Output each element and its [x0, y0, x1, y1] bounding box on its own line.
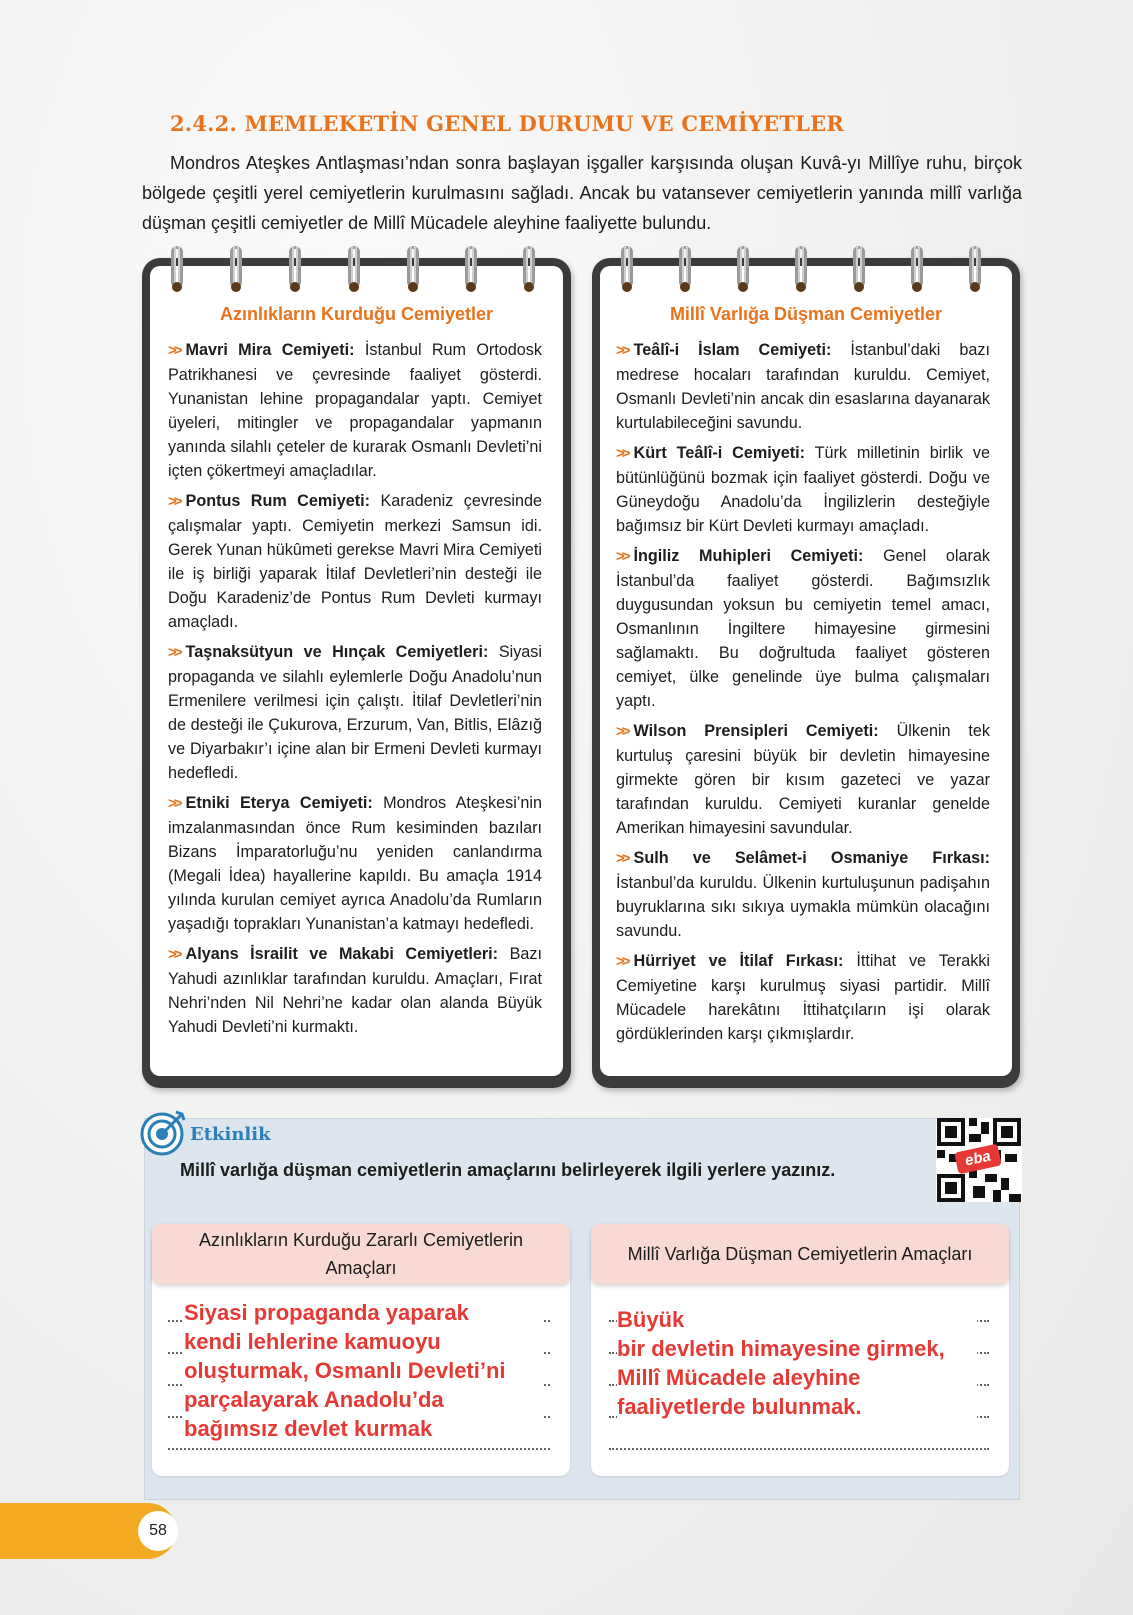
chevron-right-icon: >>: [616, 342, 628, 359]
chevron-right-icon: >>: [616, 953, 628, 970]
entry-text: Mondros Ateşkesi’nin imzalanmasından önce Rum kesiminden bazıları Bizans İmparatorluğu’nu yeniden canlandırma (Megali İdea) hayallerine kapıldı. Bu amaçla 1914 yılında kurulan cemiyet ayrıca Anadolu’da Rumların yaşadığı toprakları Yunanistan’a katmayı hedefledi.: [168, 794, 542, 933]
spiral-rings: [592, 246, 1020, 294]
activity-label: Etkinlik: [190, 1124, 271, 1145]
right-notebook: [592, 258, 1020, 1088]
ring-icon: [678, 246, 692, 292]
answer-line-text: parçalayarak Anadolu’da: [184, 1387, 444, 1412]
left-notebook-title: Azınlıkların Kurduğu Cemiyetler: [219, 304, 494, 324]
list-item: [616, 544, 990, 713]
entry-text: İstanbul Rum Ortodosk Patrikhanesi ve çevresinde faaliyet gösterdi. Yunanistan lehine propagandalar yaptı. Cemiyet üyeleri, mitingler ve propagandalar yapmanın yanında silahlı çeteler de kurarak Osmanlı Devleti’ni içten çökertmeyi amaçladılar.: [168, 341, 542, 480]
entry-text: İttihat ve Terakki Cemiyetine karşı kurulmuş siyasi partidir. Millî Mücadele harekâtını İttihatçıların işi olarak gördüklerinden karşı çıkmışlardır.: [616, 952, 990, 1043]
answer-line-text: bağımsız devlet kurmak: [184, 1416, 433, 1441]
ring-icon: [288, 246, 302, 292]
target-icon: [140, 1108, 188, 1156]
entry-name: Pontus Rum Cemiyeti:: [185, 492, 371, 510]
list-item: [616, 338, 990, 435]
list-item: [616, 719, 990, 840]
entry-name: Hürriyet ve İtilaf Fırkası:: [633, 952, 844, 970]
entry-name: Teâlî-i İslam Cemiyeti:: [633, 341, 832, 359]
entry-text: Karadeniz çevresinde çalışmalar yaptı. Cemiyetin merkezi Samsun idi. Gerek Yunan hükûmeti gerekse Mavri Mira Cemiyeti ile iş birliği yaparak İtilaf Devletleri’nin desteği ile Doğu Karadeniz’de Pontus Rum Devleti kurmayı amaçladı.: [168, 492, 543, 631]
answer-line-text: Millî Mücadele aleyhine: [617, 1365, 861, 1390]
entry-text: İstanbul’daki bazı medrese hocaları tarafından kuruldu. Cemiyet, Osmanlı Devleti’nin ancak din esaslarına dayanarak kurtulabileceğini savundu.: [616, 341, 990, 432]
intro-paragraph: Mondros Ateşkes Antlaşması’ndan sonra başlayan işgaller karşısında oluşan Kuvâ-yı Millîye ruhu, birçok bölgede çeşitli yerel cemiyetlerin kurulmasını sağladı. Ancak bu vatansever cemiyetlerin yanında millî varlığa düşman çeşitli cemiyetler de Millî Mücadele aleyhine faaliyette bulundu.: [142, 153, 1022, 233]
left-answer-text: [184, 1298, 544, 1443]
entry-name: Kürt Teâlî-i Cemiyeti:: [633, 444, 806, 462]
list-item: [616, 949, 990, 1046]
chevron-right-icon: >>: [616, 548, 628, 565]
right-answer-text: [617, 1305, 977, 1421]
left-notebook-content: [168, 338, 542, 1045]
chevron-right-icon: >>: [168, 644, 180, 661]
entry-name: Etniki Eterya Cemiyeti:: [185, 794, 373, 812]
ring-icon: [464, 246, 478, 292]
spiral-rings: [142, 246, 571, 294]
entry-name: Sulh ve Selâmet-i Osmaniye Fırkası:: [633, 849, 990, 867]
entry-name: Alyans İsrailit ve Makabi Cemiyetleri:: [185, 945, 499, 963]
list-item: [168, 942, 542, 1039]
right-card-heading-text: Millî Varlığa Düşman Cemiyetlerin Amaçları: [627, 1244, 973, 1264]
answer-line-text: oluşturmak, Osmanlı Devleti’ni: [184, 1358, 506, 1383]
chevron-right-icon: >>: [616, 850, 628, 867]
left-card-heading-text: Azınlıkların Kurduğu Zararlı Cemiyetlerin Amaçları: [198, 1230, 524, 1278]
entry-text: İstanbul’da kuruldu. Ülkenin kurtuluşunun padişahın buyruklarına sıkı sıkıya uymakla mümkün olacağını savundu.: [616, 874, 990, 940]
entry-text: Türk milletinin birlik ve bütünlüğünü bozmak için faaliyet gösterdi. Doğu ve Güneydoğu Anadolu’da İngilizlerin desteğiyle bağımsız bir Kürt Devleti kurmayı amaçladı.: [616, 444, 990, 535]
eba-badge: eba: [954, 1144, 1002, 1175]
ring-icon: [794, 246, 808, 292]
ring-icon: [620, 246, 634, 292]
activity-instruction: Millî varlığa düşman cemiyetlerin amaçlarını belirleyerek ilgili yerlere yazınız.: [180, 1160, 836, 1180]
entry-name: Taşnaksütyun ve Hınçak Cemiyetleri:: [185, 643, 489, 661]
ring-icon: [522, 246, 536, 292]
left-notebook: [142, 258, 571, 1088]
chevron-right-icon: >>: [616, 445, 628, 462]
entry-name: İngiliz Muhipleri Cemiyeti:: [633, 547, 864, 565]
answer-line-text: kendi lehlerine kamuoyu: [184, 1329, 441, 1354]
entry-name: Wilson Prensipleri Cemiyeti:: [633, 722, 879, 740]
entry-text: Siyasi propaganda ve silahlı eylemlerle Doğu Anadolu’nun Ermenilere verilmesi için çalıştı. İtilaf Devletleri’nin de desteği ile Çukurova, Erzurum, Van, Bitlis, Elâzığ ve Diyarbakır’ı içine alan bir Ermeni Devleti kurmayı hedefledi.: [168, 643, 542, 782]
list-item: [168, 489, 542, 634]
answer-line-text: bir devletin himayesine girmek,: [617, 1336, 945, 1361]
ring-icon: [229, 246, 243, 292]
chevron-right-icon: >>: [168, 493, 180, 510]
ring-icon: [170, 246, 184, 292]
chevron-right-icon: >>: [168, 795, 180, 812]
answer-line-text: faaliyetlerde bulunmak.: [617, 1394, 862, 1419]
answer-line-text: Büyük: [617, 1307, 685, 1332]
list-item: [168, 640, 542, 785]
ring-icon: [910, 246, 924, 292]
list-item: [616, 846, 990, 943]
right-card-heading: [591, 1224, 1009, 1284]
right-notebook-title: Millî Varlığa Düşman Cemiyetler: [669, 304, 943, 324]
answer-line[interactable]: [168, 1448, 550, 1450]
ring-icon: [406, 246, 420, 292]
left-card-heading: [152, 1224, 570, 1284]
list-item: [616, 441, 990, 538]
chevron-right-icon: >>: [168, 342, 180, 359]
section-title: 2.4.2. MEMLEKETİN GENEL DURUMU VE CEMİYETLER: [170, 111, 844, 136]
entry-name: Mavri Mira Cemiyeti:: [185, 341, 355, 359]
list-item: [168, 338, 542, 483]
entry-text: Genel olarak İstanbul’da faaliyet gösterdi. Bağımsızlık duygusundan yoksun bu cemiyetin temel amacı, Osmanlının İngiltere himayesine girmesini sağlamaktı. Bu doğrultuda faaliyet gösteren cemiyet, ülke genelinde üye bulma çalışmaları yaptı.: [616, 547, 990, 710]
chevron-right-icon: >>: [168, 946, 180, 963]
answer-line[interactable]: [609, 1448, 989, 1450]
ring-icon: [736, 246, 750, 292]
right-notebook-content: [616, 338, 990, 1052]
answer-line-text: Siyasi propaganda yaparak: [184, 1300, 469, 1325]
chevron-right-icon: >>: [616, 723, 628, 740]
ring-icon: [968, 246, 982, 292]
ring-icon: [852, 246, 866, 292]
list-item: [168, 791, 542, 936]
page-number: 58: [138, 1511, 178, 1551]
ring-icon: [347, 246, 361, 292]
entry-text: Ülkenin tek kurtuluş çaresini büyük bir devletin himayesine girmekte gören bir kısım gazeteci ve yazar tarafından kuruldu. Cemiyeti kuranlar genelde Amerikan himayesini savundular.: [616, 722, 990, 837]
entry-text: Bazı Yahudi azınlıklar tarafından kuruldu. Amaçları, Fırat Nehri’nden Nil Nehri’ne kadar olan alanda Büyük Yahudi Devleti’ni kurmaktı.: [168, 945, 543, 1036]
